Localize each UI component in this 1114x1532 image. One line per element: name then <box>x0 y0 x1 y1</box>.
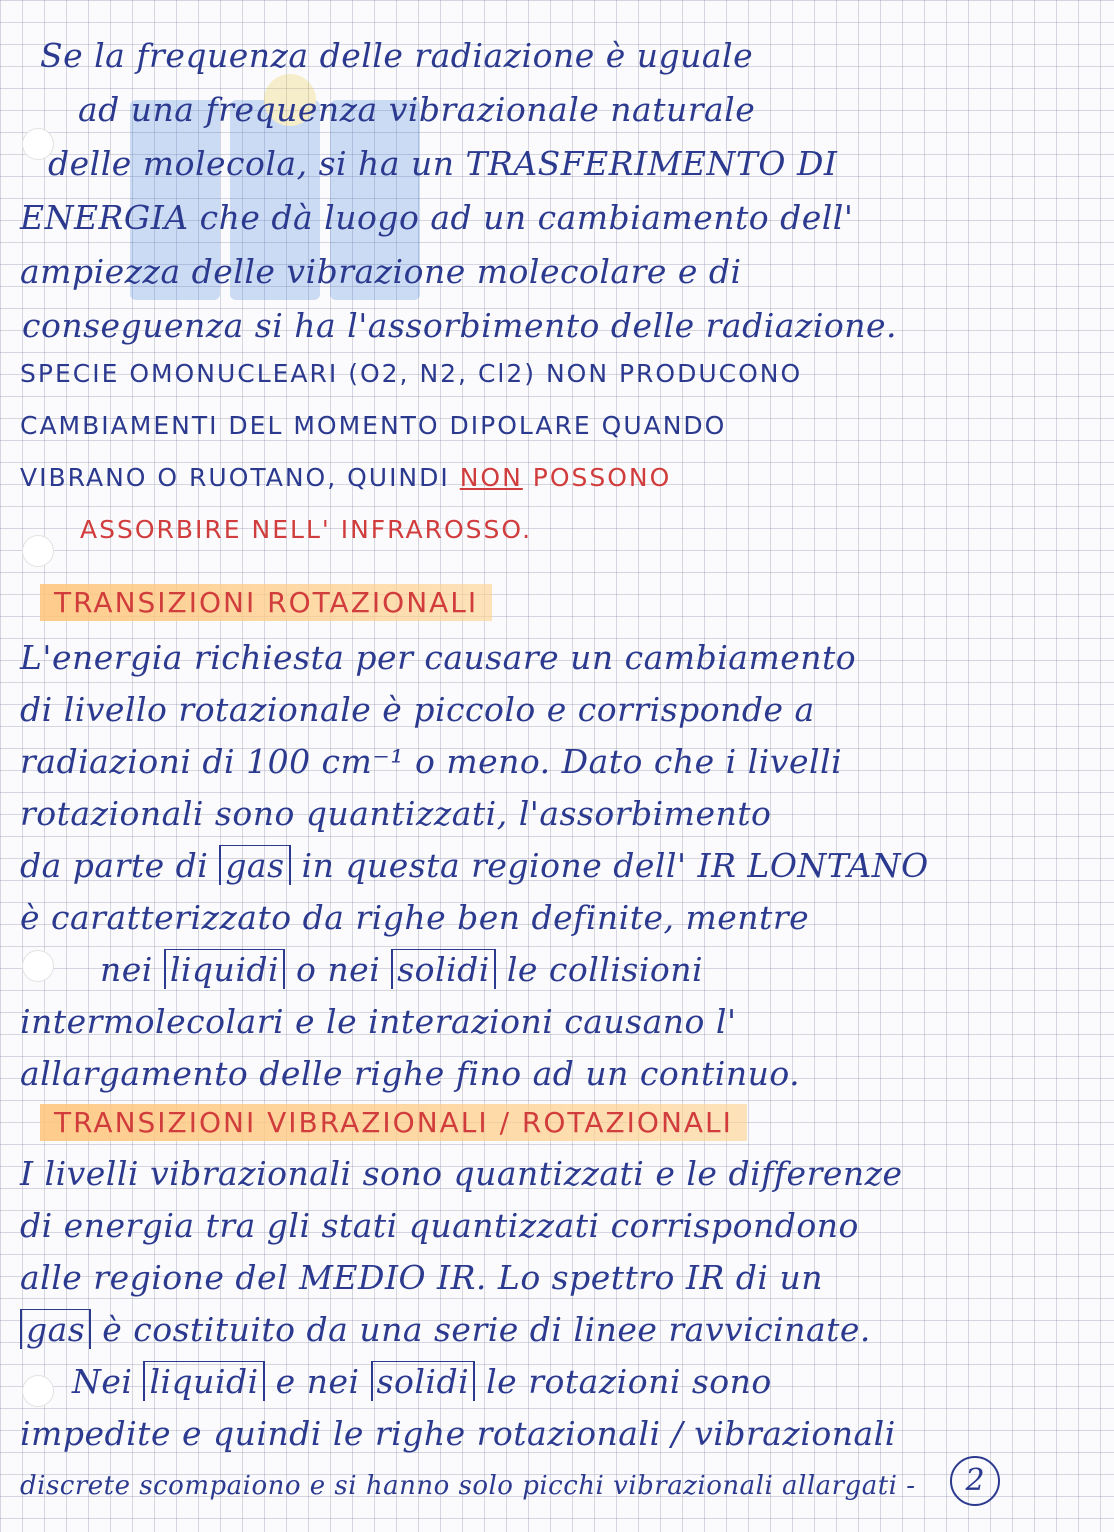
note-line: SPECIE OMONUCLEARI (O2, N2, Cl2) NON PRODUCONO <box>20 359 803 388</box>
boxed-term-liquids: liquidi <box>164 949 285 989</box>
note-line: di energia tra gli stati quantizzati corrispondono <box>20 1206 859 1245</box>
binder-hole <box>22 1375 54 1407</box>
emphasis-not: NON <box>459 463 523 492</box>
note-line: discrete scompaiono e si hanno solo picchi vibrazionali allargati - <box>20 1471 916 1501</box>
note-line: ENERGIA che dà luogo ad un cambiamento dell' <box>20 198 854 237</box>
note-line: intermolecolari e le interazioni causano l' <box>20 1002 737 1041</box>
note-text: o nei <box>285 950 392 989</box>
note-text: POSSONO <box>522 463 672 492</box>
note-line: ad una frequenza vibrazionale naturale <box>78 90 756 129</box>
note-line <box>20 844 929 888</box>
note-text: nei <box>100 950 164 989</box>
binder-hole <box>22 535 54 567</box>
note-line: ampiezza delle vibrazione molecolare e di <box>20 252 742 291</box>
note-text: da parte di <box>20 846 220 885</box>
note-line <box>20 1308 871 1352</box>
note-line: L'energia richiesta per causare un cambiamento <box>20 638 857 677</box>
note-line: impedite e quindi le righe rotazionali / vibrazionali <box>20 1414 896 1453</box>
note-line <box>72 1360 772 1404</box>
note-line: allargamento delle righe fino ad un continuo. <box>20 1054 801 1093</box>
boxed-term-gas: gas <box>219 845 290 885</box>
note-line: delle molecola, si ha un TRASFERIMENTO DI <box>48 144 838 183</box>
boxed-term-solids: solidi <box>371 1361 476 1401</box>
note-line: radiazioni di 100 cm⁻¹ o meno. Dato che i livelli <box>20 742 843 781</box>
note-text: e nei <box>264 1362 371 1401</box>
note-line <box>20 456 671 500</box>
note-line: è caratterizzato da righe ben definite, mentre <box>20 898 810 937</box>
note-line: di livello rotazionale è piccolo e corrisponde a <box>20 690 815 729</box>
note-text: in questa regione dell' IR LONTANO <box>290 846 929 885</box>
note-line: ASSORBIRE NELL' INFRAROSSO. <box>80 515 533 544</box>
note-line: CAMBIAMENTI DEL MOMENTO DIPOLARE QUANDO <box>20 411 727 440</box>
note-line: I livelli vibrazionali sono quantizzati e le differenze <box>20 1154 903 1193</box>
note-line: Se la frequenza delle radiazione è uguale <box>40 36 754 75</box>
note-text: VIBRANO O RUOTANO, QUINDI <box>20 463 460 492</box>
note-line <box>100 948 703 992</box>
note-text: è costituito da una serie di linee ravvicinate. <box>91 1310 871 1349</box>
section-heading-vibrational: TRANSIZIONI VIBRAZIONALI / ROTAZIONALI <box>40 1104 747 1141</box>
note-line: alle regione del MEDIO IR. Lo spettro IR di un <box>20 1258 823 1297</box>
boxed-term-liquids: liquidi <box>143 1361 264 1401</box>
boxed-term-solids: solidi <box>391 949 496 989</box>
section-heading-rotational: TRANSIZIONI ROTAZIONALI <box>40 584 492 621</box>
binder-hole <box>22 950 54 982</box>
note-text: Nei <box>72 1362 144 1401</box>
page-number: 2 <box>950 1456 1000 1506</box>
boxed-term-gas: gas <box>20 1309 91 1349</box>
note-line: rotazionali sono quantizzati, l'assorbimento <box>20 794 772 833</box>
note-text: le collisioni <box>495 950 704 989</box>
note-text: le rotazioni sono <box>475 1362 772 1401</box>
note-line: conseguenza si ha l'assorbimento delle radiazione. <box>22 306 898 345</box>
